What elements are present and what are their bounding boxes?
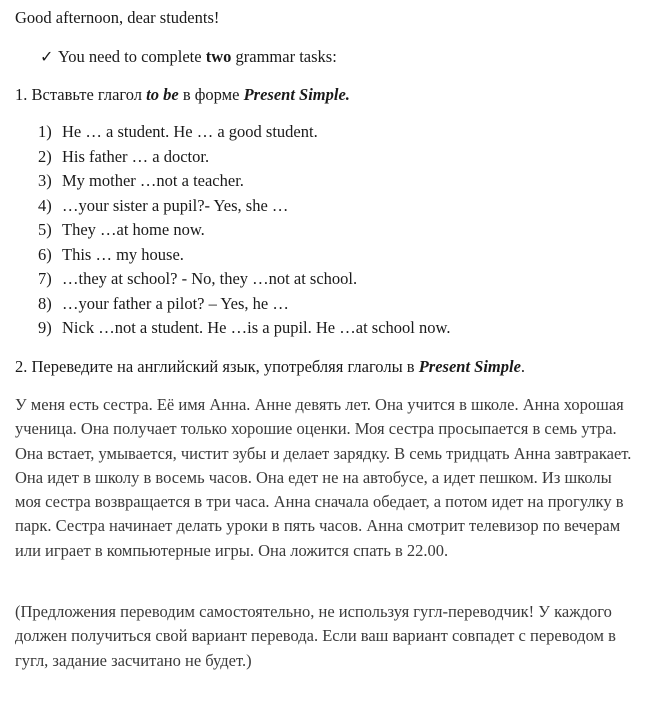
list-item xyxy=(38,245,450,270)
instruction-emphasis: two xyxy=(205,47,232,66)
instruction-text-before: You need to complete xyxy=(58,47,206,66)
note-paragraph: (Предложения переводим самостоятельно, не используя гугл-переводчик! У каждого должен получиться свой вариант перевода. Если ваш вариант совпадет с переводом в гугл, задание засчитано не будет.) xyxy=(15,602,616,670)
list-item-text: My mother …not a teacher. xyxy=(62,171,244,190)
list-item xyxy=(38,171,450,196)
list-item-text: Nick …not a student. He …is a pupil. He …at school now. xyxy=(62,318,451,337)
list-item-number: 6) xyxy=(38,244,52,264)
list-item-number: 1) xyxy=(38,122,52,141)
list-item-text: He … a student. He … a good student. xyxy=(62,122,318,141)
task1-list xyxy=(38,122,450,343)
list-item-text: …your father a pilot? – Yes, he … xyxy=(62,293,289,313)
greeting-text: Good afternoon, dear students! xyxy=(15,8,220,27)
list-item-text: His father … a doctor. xyxy=(62,146,210,166)
list-item-text: …they at school? - No, they …not at school. xyxy=(62,269,358,288)
list-item xyxy=(38,147,450,172)
list-item-number: 5) xyxy=(38,220,52,239)
list-item-number: 2) xyxy=(38,146,52,166)
list-item-number: 3) xyxy=(38,171,52,190)
list-item xyxy=(38,269,450,294)
task1-heading xyxy=(15,85,350,105)
task1-text-before: Вставьте глагол xyxy=(27,85,147,104)
list-item xyxy=(38,122,450,147)
list-item xyxy=(38,196,450,221)
task2-text-after: . xyxy=(520,357,526,376)
task1-text-middle: в форме xyxy=(178,85,244,104)
translation-paragraph: У меня есть сестра. Её имя Анна. Анне девять лет. Она учится в школе. Анна хорошая ученица. Она получает только хорошие оценки. Моя сестра просыпается в семь утра. Она встает, умывается, чистит зубы и делает зарядку. В семь тридцать Анна завтракает. Она идет в школу в восемь часов. Она едет не на автобусе, а идет пешком. Из школы моя сестра возвращается в три часа. Анна сначала обедает, а потом идет на прогулку в парк. Сестра начинает делать уроки в пять часов. Анна смотрит телевизор по вечерам или играет в компьютерные игры. Она ложится спать в 22.00. xyxy=(15,395,632,560)
list-item xyxy=(38,318,450,343)
list-item-text: …your sister a pupil?- Yes, she … xyxy=(62,195,289,215)
list-item xyxy=(38,294,450,319)
task1-number: 1. xyxy=(15,85,28,104)
list-item-text: They …at home now. xyxy=(62,220,205,239)
task1-verb: to be xyxy=(146,85,179,104)
instruction-text-after: grammar tasks: xyxy=(231,47,337,66)
checkmark-icon: ✓ xyxy=(40,47,54,66)
list-item-text: This … my house. xyxy=(62,244,184,264)
list-item-number: 8) xyxy=(38,293,52,313)
task2-text-before: Переведите на английский язык, употребляя глаголы в xyxy=(27,357,419,376)
task2-tense: Present Simple xyxy=(418,357,521,376)
task2-number: 2. xyxy=(15,357,28,376)
list-item-number: 4) xyxy=(38,195,52,215)
list-item-number: 7) xyxy=(38,269,52,288)
task1-tense: Present Simple. xyxy=(243,85,350,104)
list-item xyxy=(38,220,450,245)
instruction-line xyxy=(40,47,337,67)
list-item-number: 9) xyxy=(38,318,52,337)
task2-heading xyxy=(15,357,525,377)
